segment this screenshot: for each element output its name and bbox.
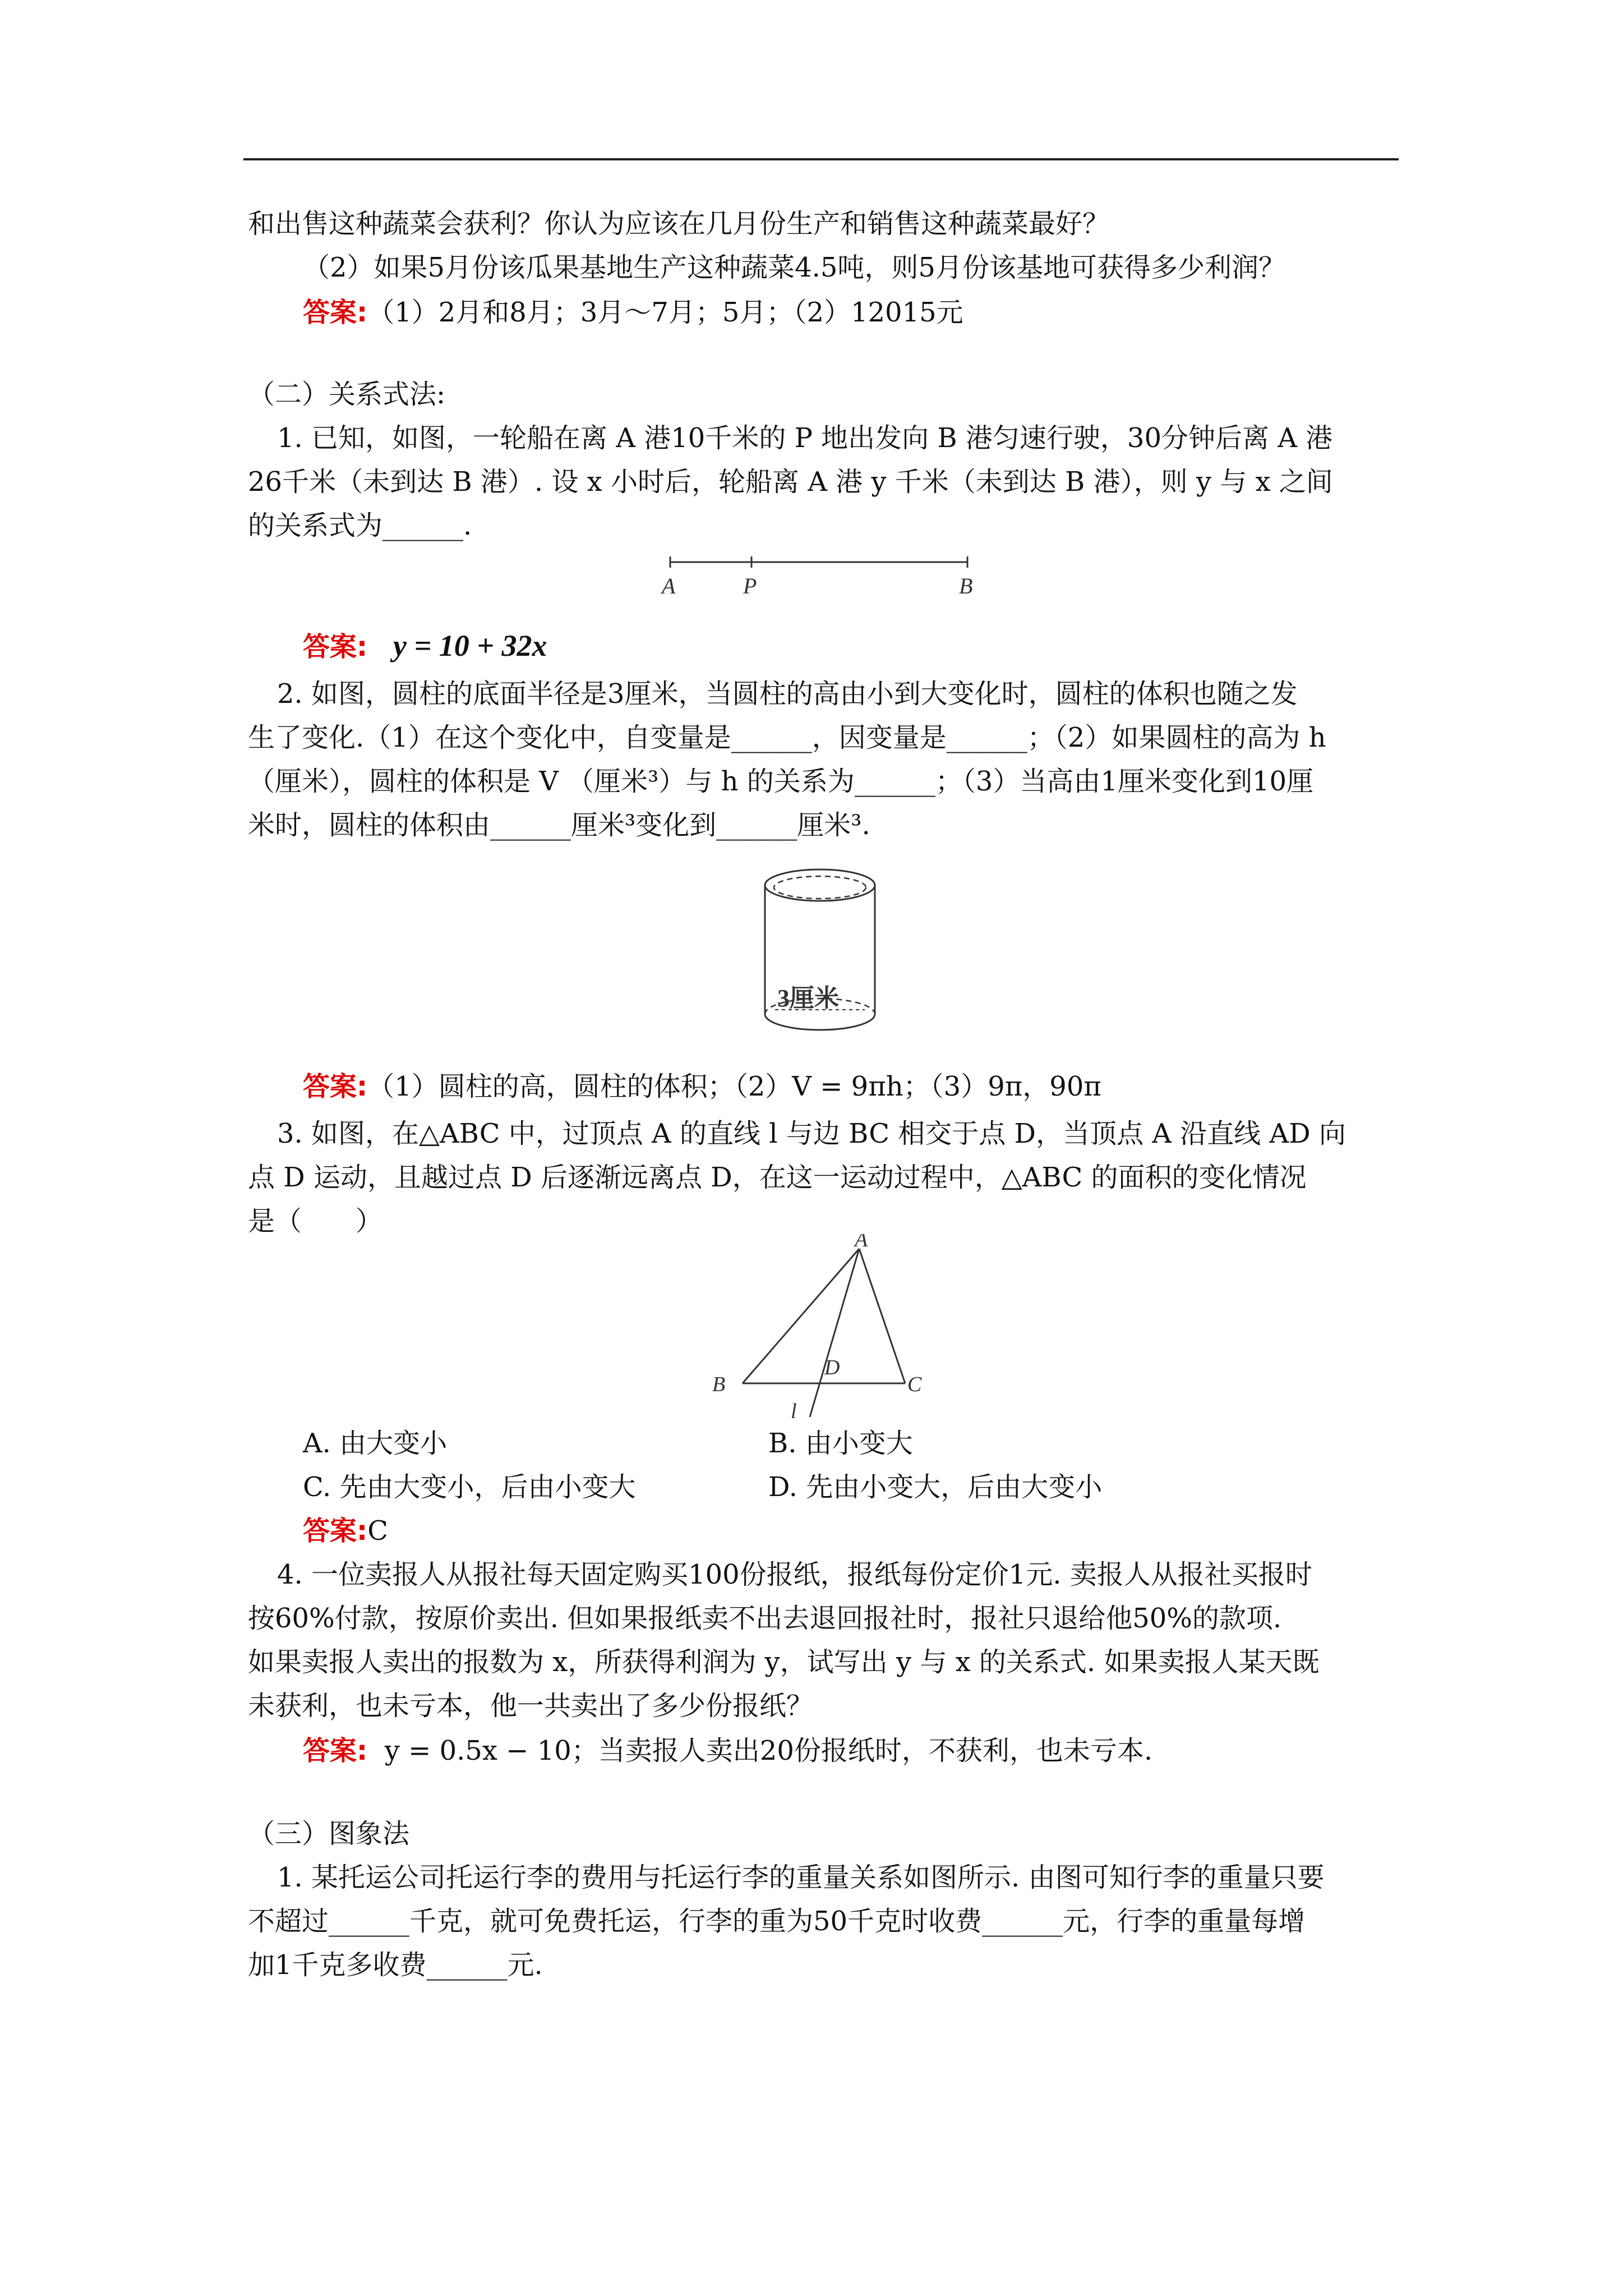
option-d: D. 先由小变大，后由大变小 [768, 1471, 1103, 1503]
answer-text: C [367, 1515, 388, 1547]
answer-text: （1）圆柱的高，圆柱的体积；（2）V = 9πh；（3）9π，90π [367, 1071, 1101, 1102]
answer-label: 答案: [303, 297, 368, 328]
answer-text: （1）2月和8月；3月～7月；5月；（2）12015元 [367, 297, 963, 328]
cylinder-radius-label: 3厘米 [777, 984, 839, 1012]
question-4-line: 如果卖报人卖出的报数为 x，所获得利润为 y，试写出 y 与 x 的关系式. 如果卖报人某天既 [248, 1646, 1320, 1678]
answer-line [303, 1065, 1101, 1108]
answer-text: y = 0.5x − 10；当卖报人卖出20份报纸时，不获利，也未亏本. [384, 1735, 1153, 1766]
question-1-line: 1. 已知，如图，一轮船在离 A 港10千米的 P 地出发向 B 港匀速行驶，30分钟后离 A 港 [277, 422, 1333, 454]
question-2-line: 生了变化.（1）在这个变化中，自变量是______，因变量是______；（2）如果圆柱的高为 h [248, 722, 1326, 753]
question-4-line: 按60%付款，按原价卖出. 但如果报纸卖不出去退回报社时，报社只退给他50%的款项. [248, 1603, 1282, 1634]
question-4-line: 未获利，也未亏本，他一共卖出了多少份报纸？ [248, 1690, 814, 1722]
question-1-line: 的关系式为______. [248, 510, 472, 541]
option-a: A. 由大变小 [303, 1428, 448, 1459]
answer-label: 答案: [303, 631, 368, 662]
question-3-line: 点 D 运动，且越过点 D 后逐渐远离点 D，在这一运动过程中，△ABC 的面积的变化情况 [248, 1162, 1307, 1193]
question-2-line: （厘米），圆柱的体积是 V （厘米³）与 h 的关系为______；（3）当高由1厘米变化到10厘 [248, 766, 1314, 797]
answer-label: 答案: [303, 1071, 368, 1102]
answer-label: 答案: [303, 1735, 368, 1766]
question-2-line: 2. 如图，圆柱的底面半径是3厘米，当圆柱的高由小到大变化时，圆柱的体积也随之发 [277, 678, 1298, 710]
answer-line [303, 1729, 1152, 1773]
answer-line [303, 624, 547, 669]
label-p: P [743, 573, 757, 599]
cylinder-figure [753, 863, 887, 1045]
label-d: D [824, 1356, 840, 1379]
question-1-line: 26千米（未到达 B 港）. 设 x 小时后，轮船离 A 港 y 千米（未到达 B 港），则 y 与 x 之间 [248, 466, 1333, 498]
header-rule [243, 158, 1399, 160]
answer-line [303, 1509, 388, 1553]
section-heading: （二）关系式法: [248, 379, 446, 410]
label-a: A [855, 1234, 868, 1251]
answer-text: y = 10 + 32x [393, 629, 547, 662]
option-c: C. 先由大变小，后由小变大 [303, 1471, 636, 1503]
segment-figure [656, 555, 981, 614]
section-heading: （三）图象法 [248, 1818, 410, 1849]
question-1-line: 不超过______千克，就可免费托运，行李的重为50千克时收费______元，行李的重量每增 [248, 1906, 1306, 1937]
label-a: A [662, 573, 676, 599]
label-c: C [907, 1373, 922, 1396]
option-b: B. 由小变大 [768, 1428, 913, 1459]
question-4-line: 4. 一位卖报人从报社每天固定购买100份报纸，报纸每份定价1元. 卖报人从报社买报时 [277, 1559, 1312, 1590]
label-b: B [712, 1373, 726, 1396]
question-1-line: 1. 某托运公司托运行李的费用与托运行李的重量关系如图所示. 由图可知行李的重量只要 [277, 1862, 1325, 1893]
text-line: （2）如果5月份该瓜果基地生产这种蔬菜4.5吨，则5月份该基地可获得多少利润？ [303, 252, 1285, 283]
label-b: B [959, 573, 973, 599]
question-3-line: 3. 如图，在△ABC 中，过顶点 A 的直线 l 与边 BC 相交于点 D，当顶点 A 沿直线 AD 向 [277, 1118, 1346, 1149]
answer-line [303, 291, 963, 334]
text-line: 和出售这种蔬菜会获利？你认为应该在几月份生产和销售这种蔬菜最好？ [248, 208, 1110, 240]
question-1-line: 加1千克多收费______元. [248, 1949, 543, 1981]
question-3-line: 是（ ） [248, 1205, 383, 1237]
question-2-line: 米时，圆柱的体积由______厘米³变化到______厘米³. [248, 809, 870, 841]
answer-label: 答案: [303, 1515, 368, 1547]
label-l: l [791, 1400, 797, 1423]
triangle-figure [707, 1234, 942, 1427]
